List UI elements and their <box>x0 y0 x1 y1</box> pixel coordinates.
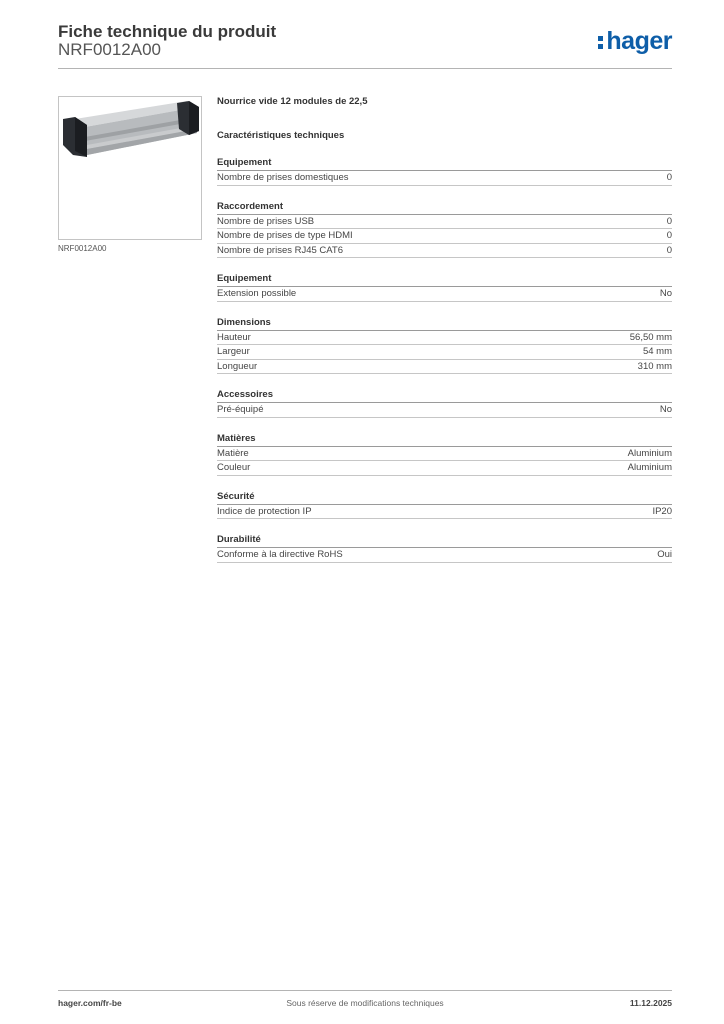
spec-value: 54 mm <box>642 346 672 358</box>
spec-label: Largeur <box>217 346 250 358</box>
section-title: Matières <box>217 433 672 447</box>
spec-value: Oui <box>657 549 672 561</box>
spec-label: Longueur <box>217 360 258 372</box>
footer-disclaimer: Sous réserve de modifications techniques <box>286 998 444 1008</box>
spec-label: Hauteur <box>217 331 251 343</box>
spec-row <box>217 548 672 563</box>
spec-label: Pré-équipé <box>217 404 264 416</box>
spec-content <box>217 96 672 563</box>
spec-value: 0 <box>666 172 672 184</box>
page-title: Fiche technique du produit <box>58 22 277 41</box>
spec-value: 0 <box>666 244 672 256</box>
section-title: Durabilité <box>217 534 672 548</box>
header-divider <box>58 68 672 69</box>
spec-row <box>217 171 672 186</box>
spec-section <box>217 157 672 186</box>
spec-row <box>217 244 672 259</box>
product-image <box>58 96 202 240</box>
spec-row <box>217 215 672 230</box>
spec-section <box>217 491 672 520</box>
section-title: Equipement <box>217 273 672 287</box>
spec-label: Couleur <box>217 462 251 474</box>
spec-row <box>217 461 672 476</box>
section-title: Accessoires <box>217 389 672 403</box>
spec-value: No <box>659 404 672 416</box>
spec-label: Nombre de prises domestiques <box>217 172 349 184</box>
spec-value: 56,50 mm <box>629 331 672 343</box>
spec-row <box>217 360 672 375</box>
spec-value: Aluminium <box>627 447 672 459</box>
section-title: Equipement <box>217 157 672 171</box>
spec-row <box>217 287 672 302</box>
spec-section <box>217 389 672 418</box>
spec-label: Indice de protection IP <box>217 505 312 517</box>
spec-label: Nombre de prises RJ45 CAT6 <box>217 244 344 256</box>
spec-row <box>217 345 672 360</box>
footer-divider <box>58 990 672 991</box>
product-illustration <box>59 97 201 239</box>
image-caption: NRF0012A00 <box>58 244 107 253</box>
spec-row <box>217 505 672 520</box>
spec-label: Extension possible <box>217 288 297 300</box>
section-title: Sécurité <box>217 491 672 505</box>
footer-website-link[interactable]: hager.com/fr-be <box>58 998 122 1008</box>
spec-label: Nombre de prises de type HDMI <box>217 230 353 242</box>
spec-row <box>217 229 672 244</box>
spec-section <box>217 433 672 476</box>
footer-date: 11.12.2025 <box>629 998 672 1008</box>
spec-label: Nombre de prises USB <box>217 215 315 227</box>
product-name: Nourrice vide 12 modules de 22,5 <box>217 96 368 107</box>
spec-row <box>217 403 672 418</box>
spec-section <box>217 534 672 563</box>
section-title: Dimensions <box>217 317 672 331</box>
logo-colon-icon <box>598 35 604 50</box>
section-title: Raccordement <box>217 201 672 215</box>
product-code: NRF0012A00 <box>58 40 162 59</box>
spec-section <box>217 317 672 375</box>
spec-value: IP20 <box>652 505 672 517</box>
spec-value: 0 <box>666 230 672 242</box>
spec-label: Conforme à la directive RoHS <box>217 549 343 561</box>
spec-value: 310 mm <box>637 360 672 372</box>
spec-row <box>217 331 672 346</box>
spec-value: No <box>659 288 672 300</box>
hager-logo[interactable] <box>598 28 672 54</box>
page-header <box>58 20 672 70</box>
spec-value: 0 <box>666 215 672 227</box>
logo-text: hager <box>606 27 672 55</box>
spec-label: Matière <box>217 447 249 459</box>
characteristics-heading: Caractéristiques techniques <box>217 130 345 141</box>
spec-value: Aluminium <box>627 462 672 474</box>
spec-section <box>217 273 672 302</box>
spec-row <box>217 447 672 462</box>
spec-section <box>217 201 672 259</box>
